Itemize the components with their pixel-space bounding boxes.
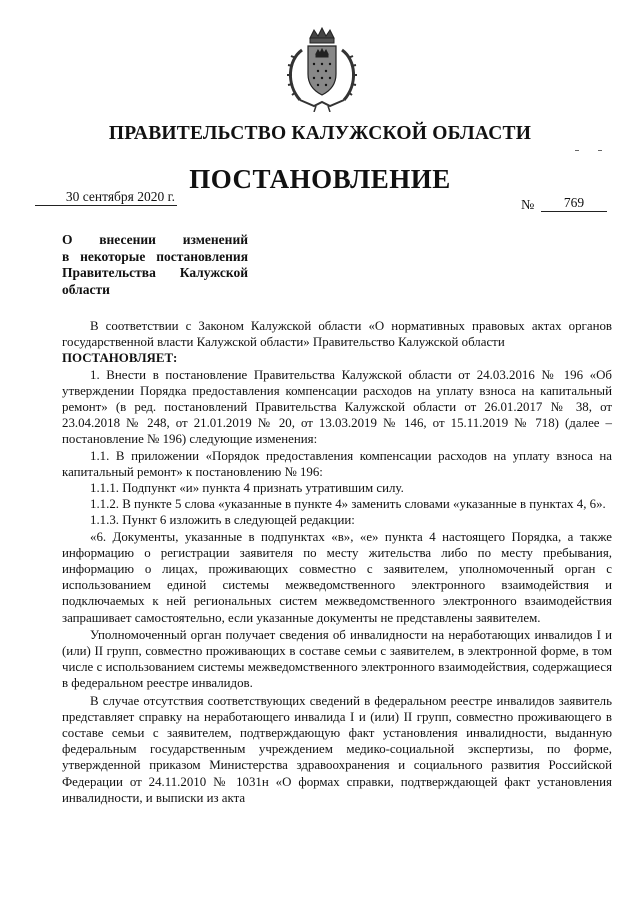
intro-text: В соответствии с Законом Калужской области «О нормативных правовых актах органов государственной власти Калужской области» Правительство Калужской области <box>62 319 612 350</box>
paragraph-6-text: «6. Документы, указанные в подпунктах «в», «е» пункта 4 настоящего Порядка, а также информацию о регистрации заявителя по месту жительства либо по месту пребывания, информацию о лицах, проживающих совместно с заявителем, уполномоченный орган с использованием единой системы межведомственного электронного взаимодействия и подключаемых к ней региональных систем межведомственного электронного взаимодействия запрашивает самостоятельно, если указанные документы не представлены заявителем. <box>62 529 612 625</box>
scan-mark <box>575 150 579 151</box>
organization-title: ПРАВИТЕЛЬСТВО КАЛУЖСКОЙ ОБЛАСТИ <box>108 123 532 144</box>
document-type-heading: ПОСТАНОВЛЕНИЕ <box>189 164 451 194</box>
paragraph-authorized-body: Уполномоченный орган получает сведения об инвалидности на неработающих инвалидов I и (или) II групп, совместно проживающих в составе семьи с заявителем, в электронной форме, в том числе с использованием системы межведомственного электронного взаимодействия, содержащиеся в федеральном реестре инвалидов. <box>62 627 612 691</box>
subject-line: области <box>62 281 110 297</box>
paragraph-absent-records: В случае отсутствия соответствующих сведений в федеральном реестре инвалидов заявитель представляет справку на неработающего инвалида I и (или) II групп, совместно проживающего в составе семьи с заявителем, подтверждающую факт установления инвалидности, выданную федеральным государственным учреждением медико-социальной экспертизы, по форме, утвержденной приказом Министерства здравоохранения и социального развития Российской Федерации от 24.11.2010 № 1031н «О формах справки, подтверждающей факт установления инвалидности, и выписки из акта <box>62 693 612 805</box>
subject-line: Правительства Калужской <box>62 265 248 280</box>
paragraph-1-1-2: 1.1.2. В пункте 5 слова «указанные в пункте 4» заменить словами «указанные в пунктах 4, 6». <box>90 497 606 512</box>
paragraph-1: 1. Внести в постановление Правительства Калужской области от 24.03.2016 № 196 «Об утверждении Порядка предоставления компенсации расходов на уплату взноса на капитальный ремонт» (в ред. постановлений Правительства Калужской области от 26.01.2017 № 38, от 23.04.2018 № 248, от 21.01.2019 № 20, от 13.03.2019 № 146, от 15.11.2019 № 718) (далее – постановление № 196) следующие изменения: <box>62 367 612 447</box>
document-number: 769 <box>541 195 607 212</box>
paragraph-1-1-3: 1.1.3. Пункт 6 изложить в следующей редакции: <box>90 513 355 528</box>
scan-mark <box>598 150 602 151</box>
subject-line: в некоторые постановления <box>62 248 248 264</box>
resolution-keyword-paragraph <box>62 350 612 366</box>
resolution-keyword: ПОСТАНОВЛЯЕТ: <box>62 351 178 366</box>
subject-line: О внесении изменений <box>62 232 248 247</box>
coat-of-arms-emblem <box>280 24 364 112</box>
document-subject <box>62 232 248 298</box>
document-body <box>62 318 612 806</box>
intro-paragraph <box>62 318 612 350</box>
document-number-label: № <box>521 198 535 213</box>
paragraph-1-1: 1.1. В приложении «Порядок предоставления компенсации расходов на уплату взноса на капитальный ремонт» к постановлению № 196: <box>62 448 612 479</box>
paragraph-1-1-1: 1.1.1. Подпункт «и» пункта 4 признать утратившим силу. <box>90 481 404 496</box>
document-date: 30 сентября 2020 г. <box>35 189 177 206</box>
